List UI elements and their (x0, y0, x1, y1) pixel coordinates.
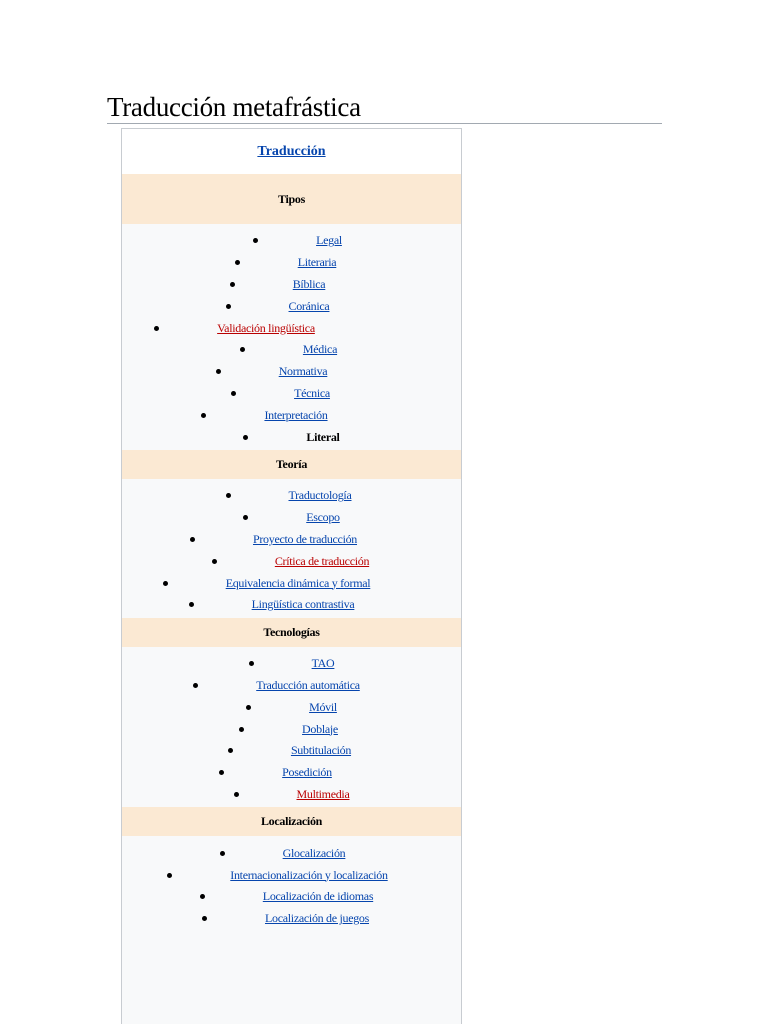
nav-link[interactable]: Glocalización (282, 845, 346, 860)
bullet-icon (189, 602, 194, 607)
bullet-icon (167, 873, 172, 878)
title-divider (107, 123, 662, 124)
list-item (121, 864, 461, 886)
section-list (122, 836, 461, 931)
bullet-icon (220, 851, 225, 856)
list-item (121, 908, 461, 930)
bullet-icon (154, 326, 159, 331)
list-item (121, 842, 461, 864)
navbox-title-link[interactable]: Traducción (257, 143, 326, 159)
bullet-icon (190, 537, 195, 542)
nav-link[interactable]: Traducción automática (256, 677, 360, 692)
nav-link[interactable]: Localización de juegos (264, 911, 370, 926)
bullet-icon (249, 661, 254, 666)
bullet-icon (235, 260, 240, 265)
nav-link[interactable]: Traductología (288, 488, 352, 503)
current-page-label: Literal (306, 429, 340, 444)
bullet-icon (163, 581, 168, 586)
section-list (122, 647, 461, 808)
list-item (122, 696, 461, 718)
bullet-icon (201, 413, 206, 418)
list-item (121, 485, 461, 507)
bullet-icon (234, 792, 239, 797)
list-item (121, 550, 461, 572)
nav-link[interactable]: Normativa (278, 364, 328, 379)
section-list (122, 479, 461, 618)
list-item (121, 886, 461, 908)
bullet-icon (226, 304, 231, 309)
list-item (121, 740, 461, 762)
navbox-header (122, 129, 461, 174)
bullet-icon (219, 770, 224, 775)
bullet-icon (200, 894, 205, 899)
section-heading: Tipos (122, 174, 461, 224)
bullet-icon (216, 369, 221, 374)
nav-link[interactable]: Validación lingüística (217, 320, 315, 335)
list-item (121, 572, 461, 594)
list-item (122, 653, 461, 675)
section-heading: Teoría (122, 450, 461, 479)
section-list (122, 224, 461, 450)
nav-link[interactable]: Lingüística contrastiva (251, 597, 355, 612)
nav-link[interactable]: Proyecto de traducción (252, 531, 358, 546)
nav-link[interactable]: Crítica de traducción (274, 553, 370, 568)
nav-link[interactable]: Posedición (282, 765, 332, 780)
nav-link[interactable]: Legal (316, 233, 342, 248)
bullet-icon (231, 391, 236, 396)
bullet-icon (212, 559, 217, 564)
nav-link[interactable]: Interpretación (264, 407, 328, 422)
navbox (121, 128, 462, 1024)
nav-link[interactable]: Coránica (288, 298, 330, 313)
bullet-icon (240, 347, 245, 352)
nav-link[interactable]: Doblaje (302, 721, 338, 736)
list-item (121, 339, 461, 361)
nav-link[interactable]: Bíblica (292, 276, 326, 291)
nav-link[interactable]: Técnica (294, 385, 330, 400)
bullet-icon (226, 493, 231, 498)
list-item (122, 507, 461, 529)
nav-link[interactable]: Literaria (297, 255, 337, 270)
list-item (134, 230, 461, 252)
section-heading: Localización (122, 807, 461, 836)
nav-link[interactable]: Internacionalización y localización (230, 867, 388, 882)
list-item (121, 383, 461, 405)
bullet-icon (202, 916, 207, 921)
bullet-icon (243, 515, 248, 520)
bullet-icon (193, 683, 198, 688)
nav-link[interactable]: Localización de idiomas (262, 889, 374, 904)
nav-link[interactable]: Multimedia (296, 786, 350, 801)
list-item (121, 529, 461, 551)
nav-link[interactable]: Móvil (309, 699, 337, 714)
list-item (121, 404, 461, 426)
bullet-icon (239, 727, 244, 732)
nav-link[interactable]: Médica (302, 342, 338, 357)
list-item (121, 295, 461, 317)
list-item (121, 274, 461, 296)
list-item (121, 675, 461, 697)
list-item (121, 762, 461, 784)
bullet-icon (253, 238, 258, 243)
bullet-icon (230, 282, 235, 287)
bullet-icon (228, 748, 233, 753)
nav-link[interactable]: Subtitulación (290, 743, 352, 758)
page-title: Traducción metafrástica (107, 92, 361, 122)
list-item (122, 426, 461, 448)
list-item (121, 594, 461, 616)
list-item (121, 718, 461, 740)
bullet-icon (246, 705, 251, 710)
nav-link[interactable]: Escopo (306, 510, 340, 525)
navbox-sections (122, 174, 461, 932)
list-item (122, 784, 461, 806)
list-item (121, 252, 461, 274)
bullet-icon (243, 435, 248, 440)
nav-link[interactable]: Equivalencia dinámica y formal (225, 575, 371, 590)
list-item (121, 317, 461, 339)
list-item (121, 361, 461, 383)
nav-link[interactable]: TAO (311, 656, 335, 671)
section-heading: Tecnologías (122, 618, 461, 647)
